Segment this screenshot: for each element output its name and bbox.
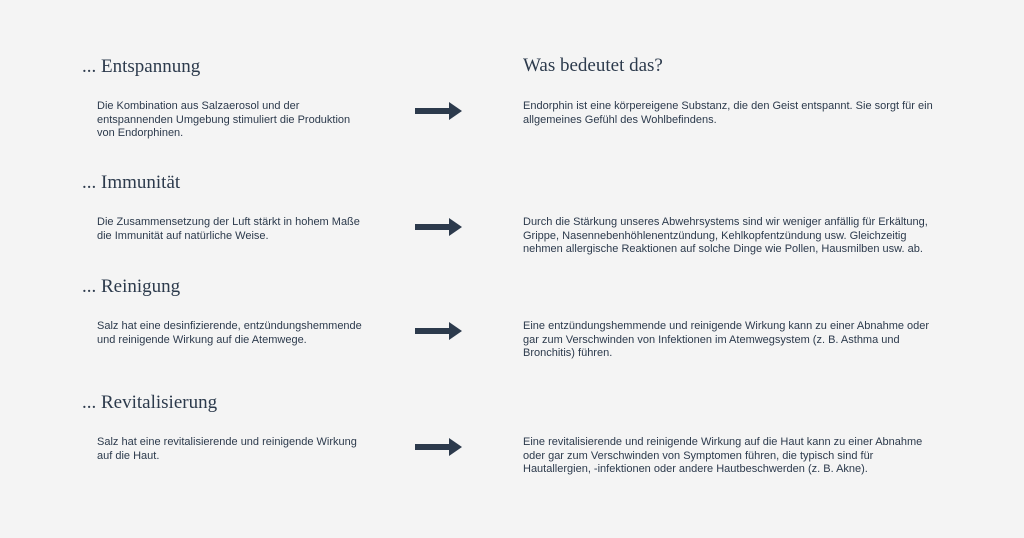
section-title-revitalisierung: ... Revitalisierung [82, 392, 218, 413]
section-right-text-revitalisierung: Eine revitalisierende und reinigende Wirkung auf die Haut kann zu einer Abnahme oder gar zum Verschwinden von Symptomen führen, die typisch sind für Hautallergien, -infektionen oder andere Hautbeschwerden (z. B. Akne). [523, 436, 923, 475]
arrow-right-icon [415, 101, 463, 121]
section-right-text-reinigung: Eine entzündungshemmende und reinigende Wirkung kann zu einer Abnahme oder gar zum Verschwinden von Infektionen im Atemwegsystem (z. B. Asthma und Bronchitis) führen. [523, 320, 930, 359]
section-title-immunitaet: ... Immunität [82, 172, 181, 193]
section-right-text-immunitaet: Durch die Stärkung unseres Abwehrsystems sind wir weniger anfällig für Erkältung, Grippe, Nasennebenhöhlenentzündung, Kehlkopfentzündung usw. Gleichzeitig nehmen allergische Reaktionen auf solche Dinge wie Pollen, Hausmilben usw. ab. [523, 216, 928, 255]
arrow-right-icon [415, 217, 463, 237]
section-title-entspannung: ... Entspannung [82, 56, 201, 77]
section-title-reinigung: ... Reinigung [82, 276, 181, 297]
arrow-right-icon [415, 321, 463, 341]
section-left-text-entspannung: Die Kombination aus Salzaerosol und der entspannenden Umgebung stimuliert die Produktion von Endorphinen. [97, 100, 351, 139]
meta-heading: Was bedeutet das? [523, 55, 663, 76]
section-left-text-immunitaet: Die Zusammensetzung der Luft stärkt in hohem Maße die Immunität auf natürliche Weise. [97, 216, 360, 242]
section-left-text-revitalisierung: Salz hat eine revitalisierende und reinigende Wirkung auf die Haut. [97, 436, 357, 462]
section-left-text-reinigung: Salz hat eine desinfizierende, entzündungshemmende und reinigende Wirkung auf die Atemwege. [97, 320, 362, 346]
section-right-text-entspannung: Endorphin ist eine körpereigene Substanz, die den Geist entspannt. Sie sorgt für ein allgemeines Gefühl des Wohlbefindens. [523, 100, 933, 126]
arrow-right-icon [415, 437, 463, 457]
